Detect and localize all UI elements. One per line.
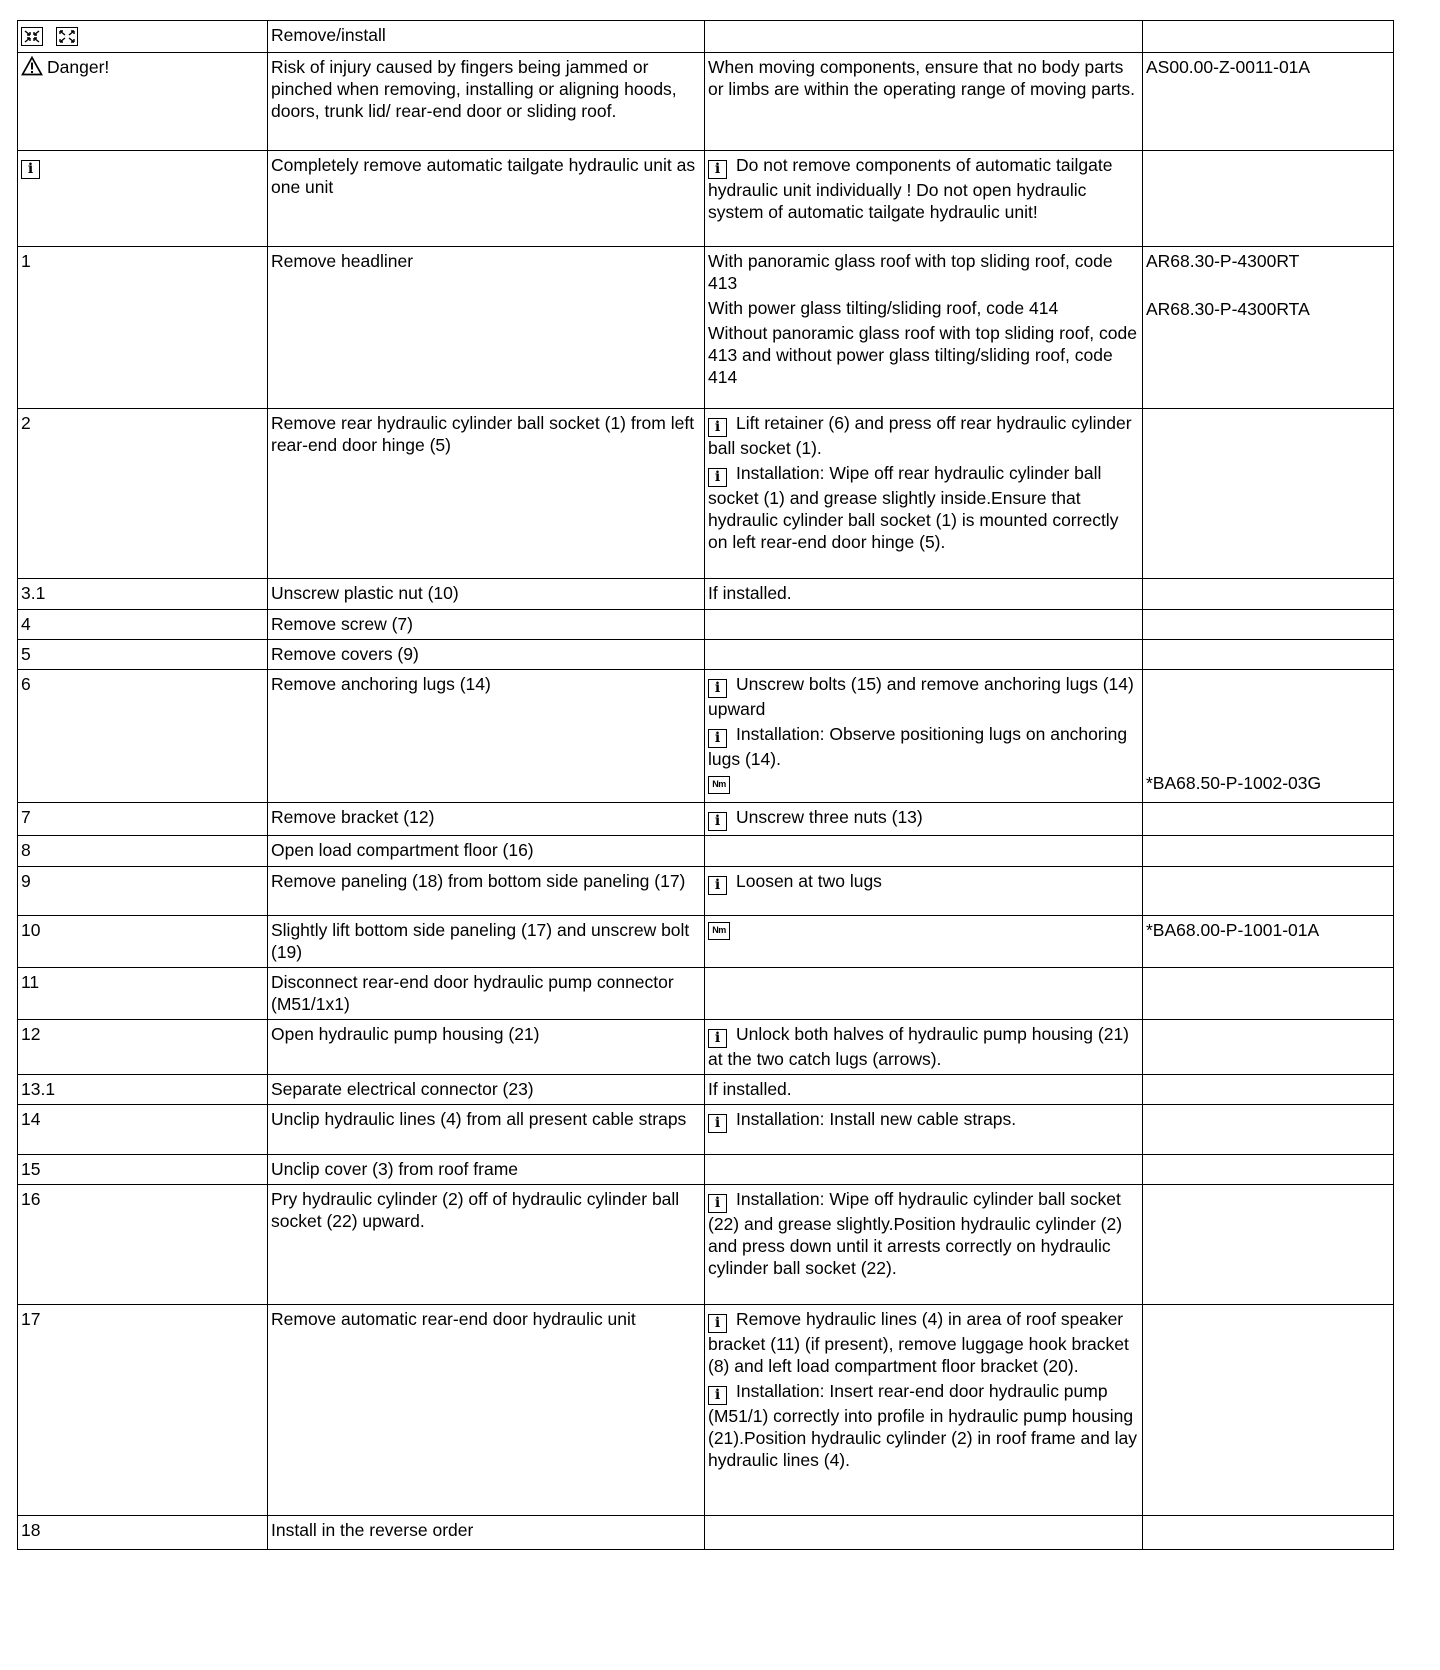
step-note bbox=[708, 723, 1139, 770]
step-row bbox=[18, 916, 1394, 968]
step-row bbox=[18, 640, 1394, 670]
step-action: Disconnect rear-end door hydraulic pump connector (M51/1x1) bbox=[268, 968, 705, 1020]
header-empty-cell bbox=[705, 21, 1143, 53]
step-note bbox=[708, 1023, 1139, 1070]
step-row bbox=[18, 610, 1394, 640]
step-action: Open load compartment floor (16) bbox=[268, 836, 705, 867]
step-row bbox=[18, 968, 1394, 1020]
step-note bbox=[708, 673, 1139, 720]
step-notes-cell bbox=[705, 640, 1143, 670]
step-action: Slightly lift bottom side paneling (17) and unscrew bolt (19) bbox=[268, 916, 705, 968]
step-notes-cell bbox=[705, 1305, 1143, 1516]
step-note bbox=[708, 1308, 1139, 1377]
info-icon: i bbox=[708, 418, 727, 437]
step-action: Remove screw (7) bbox=[268, 610, 705, 640]
step-number: 18 bbox=[18, 1516, 268, 1550]
step-notes-cell bbox=[705, 1020, 1143, 1075]
step-action: Remove rear hydraulic cylinder ball socket (1) from left rear-end door hinge (5) bbox=[268, 409, 705, 579]
step-note-text: If installed. bbox=[708, 1079, 792, 1099]
step-number: 1 bbox=[18, 247, 268, 409]
step-note-text: Installation: Observe positioning lugs on anchoring lugs (14). bbox=[708, 724, 1128, 769]
step-note-text: Unscrew three nuts (13) bbox=[736, 807, 923, 827]
step-refs-cell bbox=[1143, 1305, 1394, 1516]
danger-text: Risk of injury caused by fingers being jammed or pinched when removing, installing or aligning hoods, doors, trunk lid/ rear-end door or sliding roof. bbox=[268, 53, 705, 151]
step-refs-cell bbox=[1143, 610, 1394, 640]
step-refs-cell bbox=[1143, 1020, 1394, 1075]
danger-ref: AS00.00-Z-0011-01A bbox=[1143, 53, 1394, 151]
step-note-text: Installation: Wipe off hydraulic cylinder ball socket (22) and grease slightly.Position hydraulic cylinder (2) and press down until it arrests correctly on hydraulic cylinder ball socket (22). bbox=[708, 1189, 1123, 1278]
info-icon: i bbox=[21, 160, 40, 179]
step-action: Remove bracket (12) bbox=[268, 803, 705, 836]
step-note bbox=[708, 1188, 1139, 1279]
step-refs-cell bbox=[1143, 916, 1394, 968]
info-icon: i bbox=[708, 679, 727, 698]
step-note-text: With power glass tilting/sliding roof, code 414 bbox=[708, 298, 1059, 318]
info-icon: i bbox=[708, 1386, 727, 1405]
step-notes-cell bbox=[705, 1155, 1143, 1185]
step-note-text: With panoramic glass roof with top sliding roof, code 413 bbox=[708, 251, 1113, 293]
step-row bbox=[18, 803, 1394, 836]
step-row bbox=[18, 670, 1394, 803]
step-note bbox=[708, 1108, 1139, 1133]
step-refs-cell bbox=[1143, 803, 1394, 836]
step-row bbox=[18, 1516, 1394, 1550]
step-number: 8 bbox=[18, 836, 268, 867]
step-row bbox=[18, 1155, 1394, 1185]
step-number: 16 bbox=[18, 1185, 268, 1305]
danger-note: When moving components, ensure that no body parts or limbs are within the operating range of moving parts. bbox=[705, 53, 1143, 151]
step-refs-cell bbox=[1143, 579, 1394, 610]
step-notes-cell bbox=[705, 867, 1143, 916]
header-empty-cell bbox=[1143, 21, 1394, 53]
step-number: 3.1 bbox=[18, 579, 268, 610]
step-action: Install in the reverse order bbox=[268, 1516, 705, 1550]
step-number: 15 bbox=[18, 1155, 268, 1185]
step-note-text: Installation: Wipe off rear hydraulic cylinder ball socket (1) and grease slightly inside.Ensure that hydraulic cylinder ball socket (1) is mounted correctly on left rear-end door hinge (5). bbox=[708, 463, 1119, 552]
info-icon: i bbox=[708, 468, 727, 487]
install-icon bbox=[56, 27, 78, 46]
step-note bbox=[708, 582, 1139, 604]
step-note bbox=[708, 773, 1139, 795]
info-icon: i bbox=[708, 1029, 727, 1048]
step-note bbox=[708, 322, 1139, 388]
info-icon: i bbox=[708, 812, 727, 831]
torque-nm-icon: Nm bbox=[708, 922, 730, 940]
step-row bbox=[18, 1020, 1394, 1075]
step-note-text: Unscrew bolts (15) and remove anchoring lugs (14) upward bbox=[708, 674, 1134, 719]
step-row bbox=[18, 1185, 1394, 1305]
info-icon: i bbox=[708, 729, 727, 748]
step-refs-cell bbox=[1143, 247, 1394, 409]
info-icon: i bbox=[708, 1314, 727, 1333]
step-ref: *BA68.50-P-1002-03G bbox=[1146, 773, 1322, 793]
step-note-text: Installation: Install new cable straps. bbox=[736, 1109, 1017, 1129]
danger-row bbox=[18, 53, 1394, 151]
step-number: 9 bbox=[18, 867, 268, 916]
step-row bbox=[18, 836, 1394, 867]
step-row bbox=[18, 1075, 1394, 1105]
step-notes-cell bbox=[705, 916, 1143, 968]
step-refs-cell bbox=[1143, 968, 1394, 1020]
step-refs-cell bbox=[1143, 1105, 1394, 1155]
step-number: 13.1 bbox=[18, 1075, 268, 1105]
step-note-text: Loosen at two lugs bbox=[736, 871, 882, 891]
step-notes-cell bbox=[705, 409, 1143, 579]
step-refs-cell bbox=[1143, 836, 1394, 867]
info-text: Completely remove automatic tailgate hydraulic unit as one unit bbox=[268, 151, 705, 247]
step-notes-cell bbox=[705, 1185, 1143, 1305]
step-action: Unscrew plastic nut (10) bbox=[268, 579, 705, 610]
step-notes-cell bbox=[705, 836, 1143, 867]
step-notes-cell bbox=[705, 670, 1143, 803]
step-action: Unclip cover (3) from roof frame bbox=[268, 1155, 705, 1185]
step-refs-cell bbox=[1143, 1185, 1394, 1305]
step-number: 4 bbox=[18, 610, 268, 640]
step-note-text: Remove hydraulic lines (4) in area of roof speaker bracket (11) (if present), remove luggage hook bracket (8) and left load compartment floor bracket (20). bbox=[708, 1309, 1129, 1376]
step-action: Open hydraulic pump housing (21) bbox=[268, 1020, 705, 1075]
step-note bbox=[708, 250, 1139, 294]
step-note-text: Without panoramic glass roof with top sliding roof, code 413 and without power glass tilting/sliding roof, code 414 bbox=[708, 323, 1137, 387]
procedure-table bbox=[17, 20, 1394, 1550]
step-refs-cell bbox=[1143, 1516, 1394, 1550]
step-number: 2 bbox=[18, 409, 268, 579]
step-action: Remove automatic rear-end door hydraulic unit bbox=[268, 1305, 705, 1516]
info-note: Do not remove components of automatic tailgate hydraulic unit individually ! Do not open hydraulic system of automatic tailgate hydraulic unit! bbox=[708, 155, 1113, 222]
step-refs-cell bbox=[1143, 867, 1394, 916]
step-notes-cell bbox=[705, 247, 1143, 409]
step-action: Separate electrical connector (23) bbox=[268, 1075, 705, 1105]
step-note-text: Lift retainer (6) and press off rear hydraulic cylinder ball socket (1). bbox=[708, 413, 1132, 458]
step-number: 10 bbox=[18, 916, 268, 968]
info-note-cell bbox=[705, 151, 1143, 247]
step-note-text: If installed. bbox=[708, 583, 792, 603]
step-refs-cell bbox=[1143, 670, 1394, 803]
step-note bbox=[708, 412, 1139, 459]
step-ref: AR68.30-P-4300RT bbox=[1146, 251, 1300, 271]
step-number: 17 bbox=[18, 1305, 268, 1516]
step-row bbox=[18, 247, 1394, 409]
step-number: 6 bbox=[18, 670, 268, 803]
step-notes-cell bbox=[705, 579, 1143, 610]
step-note bbox=[708, 806, 1139, 831]
step-notes-cell bbox=[705, 610, 1143, 640]
step-note-text: Installation: Insert rear-end door hydraulic pump (M51/1) correctly into profile in hydraulic pump housing (21).Position hydraulic cylinder (2) in roof frame and lay hydraulic lines (4). bbox=[708, 1381, 1137, 1470]
step-row bbox=[18, 1305, 1394, 1516]
step-notes-cell bbox=[705, 1105, 1143, 1155]
procedure-table-body bbox=[18, 21, 1394, 1550]
step-row bbox=[18, 409, 1394, 579]
info-icon: i bbox=[708, 160, 727, 179]
header-icons-cell bbox=[18, 21, 268, 53]
info-icon-cell bbox=[18, 151, 268, 247]
step-notes-cell bbox=[705, 1516, 1143, 1550]
step-refs-cell bbox=[1143, 409, 1394, 579]
step-refs-cell bbox=[1143, 1155, 1394, 1185]
step-number: 7 bbox=[18, 803, 268, 836]
info-row bbox=[18, 151, 1394, 247]
danger-label-cell bbox=[18, 53, 268, 151]
step-number: 11 bbox=[18, 968, 268, 1020]
step-row bbox=[18, 579, 1394, 610]
info-icon: i bbox=[708, 1114, 727, 1133]
step-row bbox=[18, 1105, 1394, 1155]
step-note bbox=[708, 870, 1139, 895]
step-note bbox=[708, 919, 1139, 941]
step-ref: AR68.30-P-4300RTA bbox=[1146, 299, 1310, 319]
info-icon: i bbox=[708, 876, 727, 895]
step-number: 5 bbox=[18, 640, 268, 670]
step-note bbox=[708, 462, 1139, 553]
step-notes-cell bbox=[705, 968, 1143, 1020]
step-number: 14 bbox=[18, 1105, 268, 1155]
step-note-text: Unlock both halves of hydraulic pump housing (21) at the two catch lugs (arrows). bbox=[708, 1024, 1129, 1069]
header-label: Remove/install bbox=[268, 21, 705, 53]
step-action: Pry hydraulic cylinder (2) off of hydraulic cylinder ball socket (22) upward. bbox=[268, 1185, 705, 1305]
step-refs-cell bbox=[1143, 1075, 1394, 1105]
step-action: Unclip hydraulic lines (4) from all present cable straps bbox=[268, 1105, 705, 1155]
step-notes-cell bbox=[705, 803, 1143, 836]
step-ref: *BA68.00-P-1001-01A bbox=[1146, 920, 1320, 940]
step-refs-cell bbox=[1143, 640, 1394, 670]
step-action: Remove paneling (18) from bottom side paneling (17) bbox=[268, 867, 705, 916]
info-icon: i bbox=[708, 1194, 727, 1213]
warning-triangle-icon bbox=[21, 56, 43, 76]
torque-nm-icon: Nm bbox=[708, 776, 730, 794]
step-number: 12 bbox=[18, 1020, 268, 1075]
step-note bbox=[708, 297, 1139, 319]
step-note bbox=[708, 1380, 1139, 1471]
step-row bbox=[18, 867, 1394, 916]
step-note bbox=[708, 1078, 1139, 1100]
step-notes-cell bbox=[705, 1075, 1143, 1105]
info-empty-cell bbox=[1143, 151, 1394, 247]
step-action: Remove anchoring lugs (14) bbox=[268, 670, 705, 803]
step-action: Remove covers (9) bbox=[268, 640, 705, 670]
remove-icon bbox=[21, 27, 43, 46]
danger-label: Danger! bbox=[47, 57, 110, 77]
step-action: Remove headliner bbox=[268, 247, 705, 409]
header-row bbox=[18, 21, 1394, 53]
